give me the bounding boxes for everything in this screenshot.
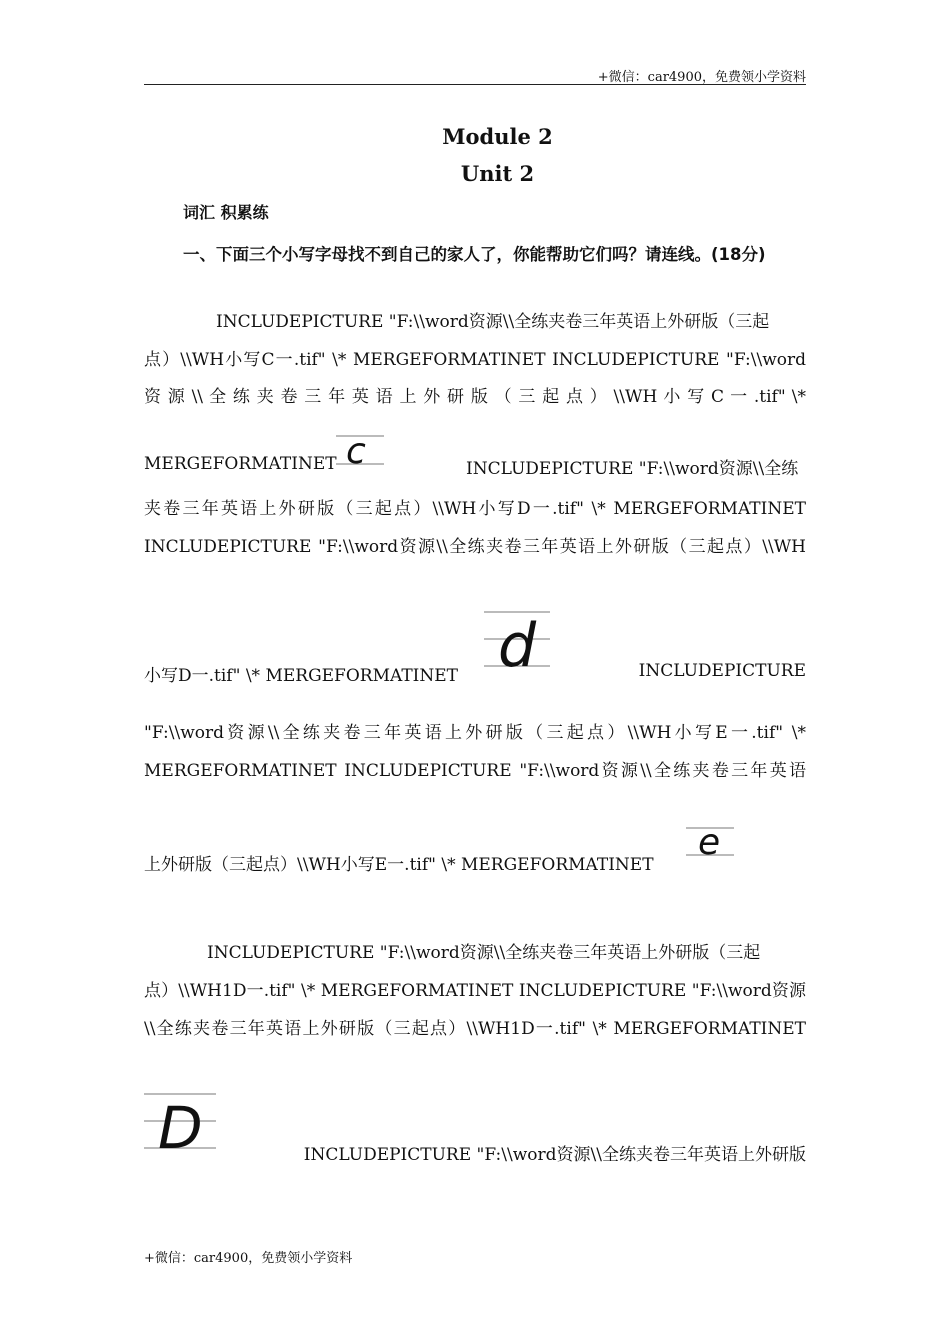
letter-e-image — [686, 825, 734, 859]
footer-watermark: +微信：car4900，免费领小学资料 — [144, 1251, 353, 1266]
body-line: MERGEFORMATINET INCLUDEPICTURE "F:\\word资源\\全练夹卷三年英语 — [144, 761, 806, 781]
body-line: INCLUDEPICTURE "F:\\word资源\\全练夹卷三年英语上外研版 — [303, 1145, 806, 1165]
header-rule — [144, 84, 806, 85]
body-line: 资 源 \\ 全 练 夹 卷 三 年 英 语 上 外 研 版 （ 三 起 点 ） \\WH 小 写 C 一 .tif" \* — [144, 387, 806, 407]
body-line: "F:\\word资源\\全练夹卷三年英语上外研版（三起点）\\WH小写E一.tif" \* — [144, 723, 806, 743]
unit-title: Unit 2 — [460, 161, 535, 186]
letter-D: D — [158, 1094, 203, 1152]
body-line: 点）\\WH小写C一.tif" \* MERGEFORMATINET INCLUDEPICTURE "F:\\word — [144, 350, 806, 370]
body-line: 点）\\WH1D一.tif" \* MERGEFORMATINET INCLUDEPICTURE "F:\\word资源 — [144, 981, 806, 1001]
letter-e: e — [698, 825, 721, 859]
header-watermark: +微信：car4900，免费领小学资料 — [597, 70, 806, 85]
letter-c-image — [336, 433, 384, 467]
section-label: 词汇 积累练 — [183, 203, 269, 222]
uppercase-D-image — [144, 1090, 216, 1152]
body-line: \\全练夹卷三年英语上外研版（三起点）\\WH1D一.tif" \* MERGEFORMATINET — [144, 1019, 806, 1039]
letter-d: d — [498, 611, 537, 673]
letter-c: c — [346, 433, 366, 467]
body-line: 上外研版（三起点）\\WH小写E一.tif" \* MERGEFORMATINET — [144, 855, 654, 875]
body-line: INCLUDEPICTURE — [638, 661, 806, 681]
body-line: INCLUDEPICTURE "F:\\word资源\\全练夹卷三年英语上外研版（三起 — [207, 943, 761, 963]
module-title: Module 2 — [442, 124, 553, 149]
body-line: INCLUDEPICTURE "F:\\word资源\\全练夹卷三年英语上外研版（三起点）\\WH — [144, 537, 806, 557]
body-line: 小写D一.tif" \* MERGEFORMATINET — [144, 666, 459, 686]
question-text: 一、下面三个小写字母找不到自己的家人了，你能帮助它们吗？请连线。(18分) — [183, 245, 766, 264]
body-line: MERGEFORMATINET — [144, 454, 337, 474]
letter-d-image — [484, 607, 550, 673]
body-line: INCLUDEPICTURE "F:\\word资源\\全练 — [466, 459, 799, 479]
body-line: INCLUDEPICTURE "F:\\word资源\\全练夹卷三年英语上外研版（三起 — [216, 312, 770, 332]
body-line: 夹卷三年英语上外研版（三起点）\\WH小写D一.tif" \* MERGEFORMATINET — [144, 499, 806, 519]
